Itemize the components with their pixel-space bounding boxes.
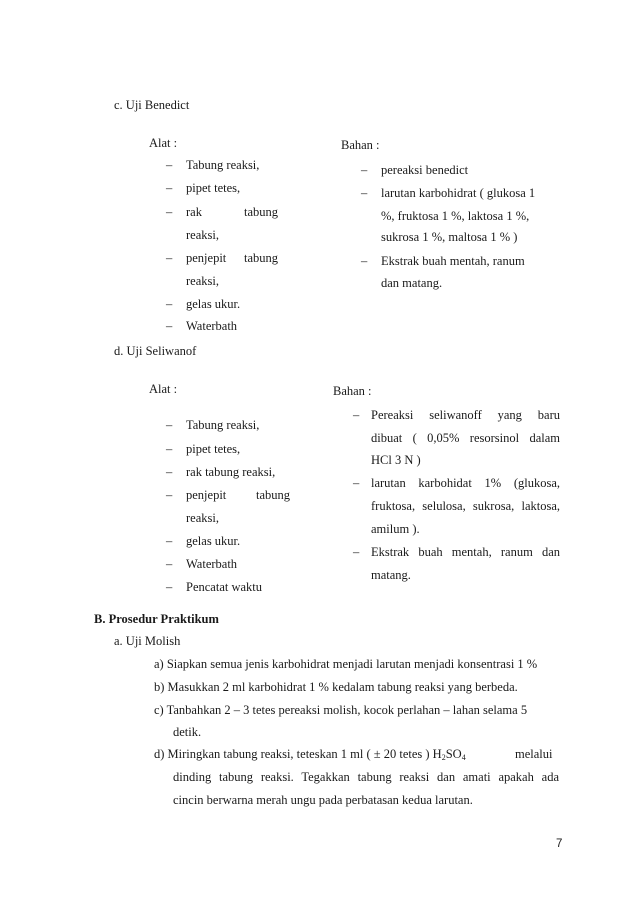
dash: – bbox=[361, 163, 368, 177]
dash: – bbox=[166, 488, 173, 502]
alat-item: Waterbath bbox=[186, 557, 238, 571]
alat-item: penjepit bbox=[186, 251, 227, 265]
procedure-step: c) Tanbahkan 2 – 3 tetes pereaksi molish, kocok perlahan – lahan selama 5 bbox=[154, 703, 528, 717]
heading-uji-molish: a. Uji Molish bbox=[114, 634, 181, 648]
procedure-step: cincin berwarna merah ungu pada perbatasan kedua larutan. bbox=[173, 793, 473, 807]
procedure-step: a) Siapkan semua jenis karbohidrat menjadi larutan menjadi konsentrasi 1 % bbox=[154, 657, 538, 671]
dash: – bbox=[361, 186, 368, 200]
alat-item: reaksi, bbox=[186, 274, 219, 288]
alat-item: gelas ukur. bbox=[186, 534, 241, 548]
dash: – bbox=[166, 297, 173, 311]
alat-item: reaksi, bbox=[186, 228, 219, 242]
alat-item: pipet tetes, bbox=[186, 181, 241, 195]
subscript: 2 bbox=[441, 753, 446, 762]
bahan-item: Ekstrak buah mentah, ranum dan bbox=[371, 545, 560, 559]
dash: – bbox=[166, 557, 173, 571]
dash: – bbox=[166, 181, 173, 195]
alat-item: reaksi, bbox=[186, 511, 219, 525]
dash: – bbox=[353, 545, 360, 559]
dash: – bbox=[166, 465, 173, 479]
alat-item: penjepit bbox=[186, 488, 227, 502]
dash: – bbox=[166, 442, 173, 456]
alat-item: pipet tetes, bbox=[186, 442, 241, 456]
heading-uji-benedict: c. Uji Benedict bbox=[114, 98, 190, 112]
dash: – bbox=[166, 418, 173, 432]
bahan-label-seliwanof: Bahan : bbox=[333, 384, 372, 398]
bahan-label-benedict: Bahan : bbox=[341, 138, 380, 152]
subscript: 4 bbox=[461, 753, 466, 762]
dash: – bbox=[353, 408, 360, 422]
dash: – bbox=[166, 580, 173, 594]
dash: – bbox=[166, 251, 173, 265]
alat-item: Tabung reaksi, bbox=[186, 418, 260, 432]
bahan-item: larutan karbohidrat ( glukosa 1 bbox=[381, 186, 536, 200]
alat-item: Waterbath bbox=[186, 319, 238, 333]
bahan-item: dibuat ( 0,05% resorsinol dalam bbox=[371, 431, 560, 445]
step-text: SO bbox=[445, 747, 462, 761]
bahan-item: %, fruktosa 1 %, laktosa 1 %, bbox=[381, 209, 530, 223]
step-text: d) Miringkan tabung reaksi, teteskan 1 ml ( ± 20 tetes ) H bbox=[154, 747, 442, 761]
alat-item: rak bbox=[186, 205, 202, 219]
procedure-step: melalui bbox=[515, 747, 553, 761]
bahan-item: dan matang. bbox=[381, 276, 443, 290]
dash: – bbox=[166, 534, 173, 548]
bahan-item: amilum ). bbox=[371, 522, 420, 536]
alat-item: gelas ukur. bbox=[186, 297, 241, 311]
bahan-item: Ekstrak buah mentah, ranum bbox=[381, 254, 525, 268]
dash: – bbox=[166, 319, 173, 333]
dash: – bbox=[166, 158, 173, 172]
alat-label-benedict: Alat : bbox=[149, 136, 178, 150]
dash: – bbox=[361, 254, 368, 268]
dash: – bbox=[353, 476, 360, 490]
heading-prosedur-praktikum: B. Prosedur Praktikum bbox=[94, 612, 219, 626]
procedure-step bbox=[154, 746, 466, 762]
alat-item: tabung bbox=[256, 488, 291, 502]
alat-item: rak tabung reaksi, bbox=[186, 465, 276, 479]
procedure-step: b) Masukkan 2 ml karbohidrat 1 % kedalam tabung reaksi yang berbeda. bbox=[154, 680, 518, 694]
alat-item: Pencatat waktu bbox=[186, 580, 263, 594]
dash: – bbox=[166, 205, 173, 219]
bahan-item: matang. bbox=[371, 568, 411, 582]
bahan-item: pereaksi benedict bbox=[381, 163, 469, 177]
bahan-item: sukrosa 1 %, maltosa 1 % ) bbox=[381, 230, 518, 244]
bahan-item: Pereaksi seliwanoff yang baru bbox=[371, 408, 560, 422]
heading-uji-seliwanof: d. Uji Seliwanof bbox=[114, 344, 197, 358]
alat-item: tabung bbox=[244, 205, 279, 219]
bahan-item: HCl 3 N ) bbox=[371, 453, 421, 467]
procedure-step: dinding tabung reaksi. Tegakkan tabung reaksi dan amati apakah ada bbox=[173, 770, 559, 784]
bahan-item: larutan karbohidat 1% (glukosa, bbox=[371, 476, 560, 490]
procedure-step: detik. bbox=[173, 725, 202, 739]
alat-item: tabung bbox=[244, 251, 279, 265]
alat-item: Tabung reaksi, bbox=[186, 158, 260, 172]
alat-label-seliwanof: Alat : bbox=[149, 382, 178, 396]
page-number: 7 bbox=[556, 838, 563, 850]
bahan-item: fruktosa, selulosa, sukrosa, laktosa, bbox=[371, 499, 560, 513]
